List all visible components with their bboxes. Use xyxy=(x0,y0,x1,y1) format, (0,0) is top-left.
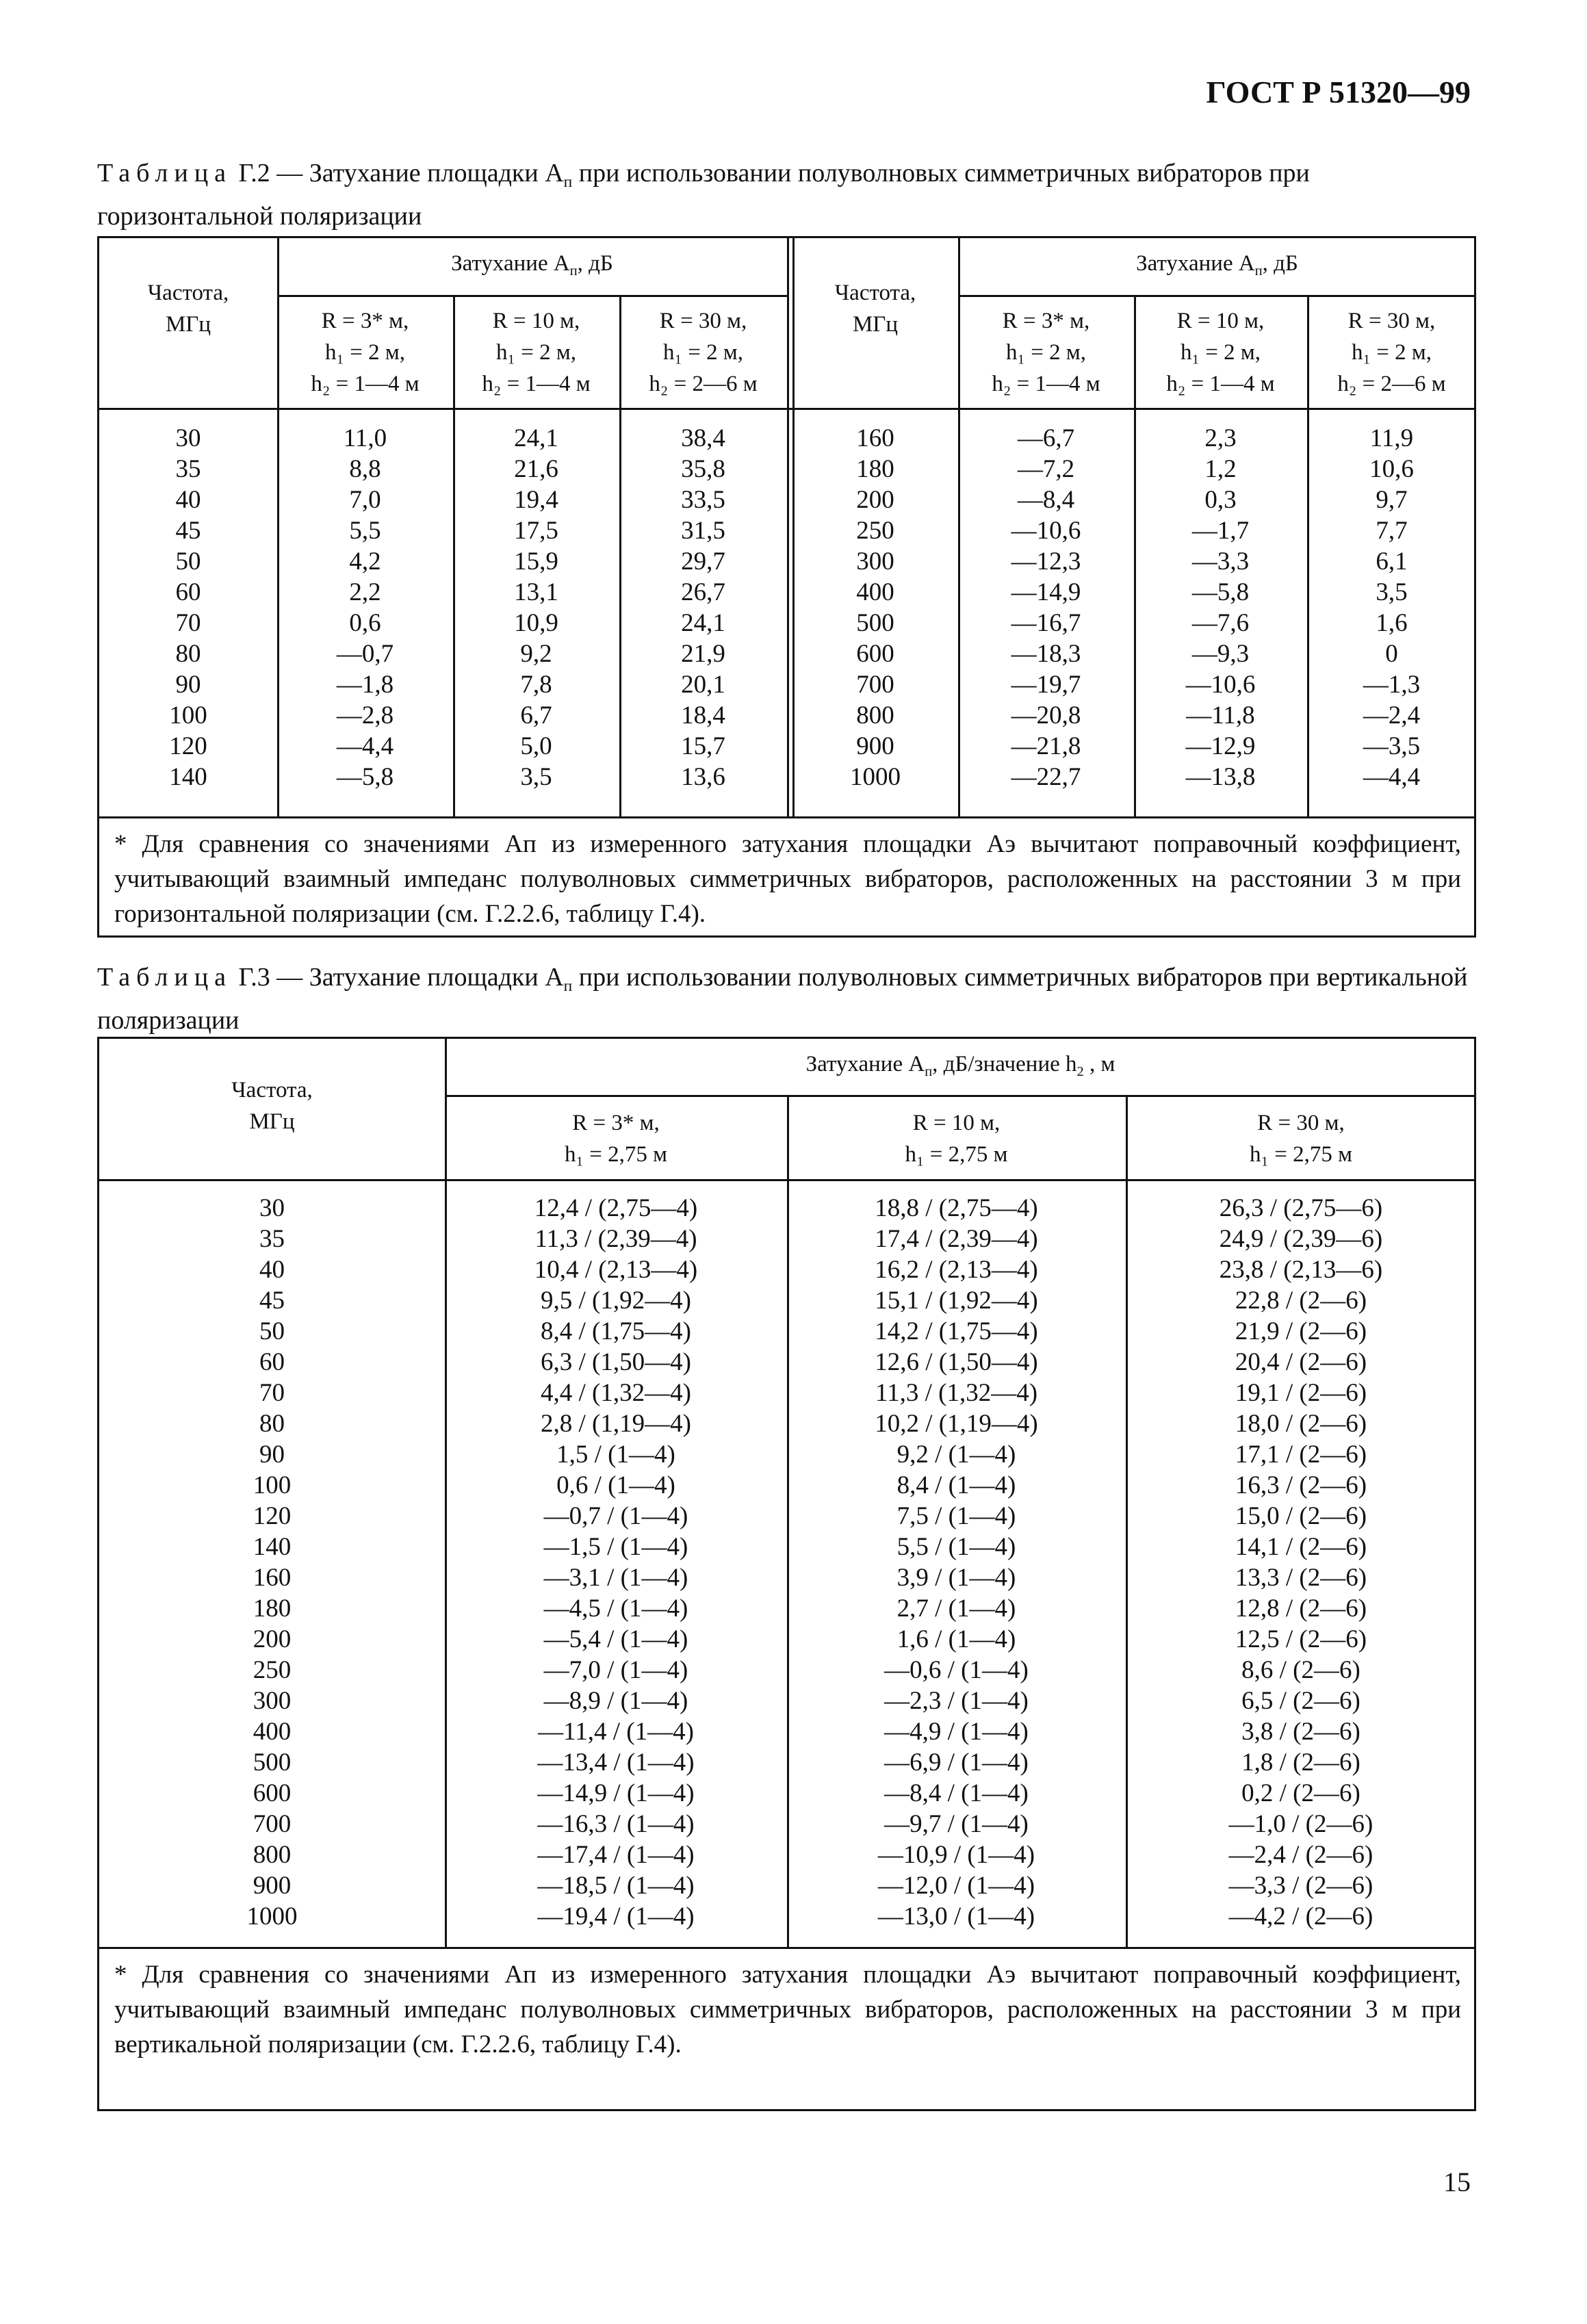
table-cell: —1,5 / (1—4) xyxy=(543,1533,688,1561)
table-cell: 0 xyxy=(1385,640,1398,668)
table-cell: 6,5 / (2—6) xyxy=(1241,1687,1360,1715)
table-cell: —12,9 xyxy=(1185,732,1256,760)
table-cell: 33,5 xyxy=(681,486,725,514)
table-cell: 21,9 xyxy=(681,640,725,668)
table-cell: —0,7 / (1—4) xyxy=(543,1502,688,1530)
table-cell: 1,6 xyxy=(1376,609,1408,637)
table-cell: —1,7 xyxy=(1191,517,1250,545)
table-cell: —4,4 xyxy=(1363,763,1421,791)
col-r3-header: R = 3* м, h₁ = 2,75 м xyxy=(565,1111,667,1167)
table-cell: 10,9 xyxy=(514,609,558,637)
table-cell: 2,2 xyxy=(349,578,381,606)
table-cell: —22,7 xyxy=(1011,763,1081,791)
table-cell: —13,8 xyxy=(1185,763,1256,791)
r10-column-left xyxy=(453,423,619,792)
table-cell: 12,6 / (1,50—4) xyxy=(875,1348,1038,1376)
table-cell: —16,3 / (1—4) xyxy=(537,1810,695,1838)
table-cell: 250 xyxy=(856,517,894,545)
table-cell: 8,4 / (1,75—4) xyxy=(541,1317,691,1345)
table-g3-caption xyxy=(97,960,1476,1037)
table-cell: 38,4 xyxy=(681,424,725,452)
table-cell: 70 xyxy=(175,609,201,637)
table-cell: 10,6 xyxy=(1369,455,1414,483)
col-r10-header-right: R = 10 м, h₁ = 2 м, h₂ = 1—4 м xyxy=(1166,309,1275,396)
table-cell: 160 xyxy=(856,424,894,452)
table-cell: —14,9 / (1—4) xyxy=(537,1779,695,1807)
table-cell: 2,8 / (1,19—4) xyxy=(541,1410,691,1438)
table-cell: —6,7 xyxy=(1017,424,1075,452)
table-cell: 80 xyxy=(259,1410,285,1438)
caption-rest: при использовании полуволновых симметричных вибраторов при вертикальной поляризации xyxy=(97,963,1468,1035)
table-cell: 140 xyxy=(253,1533,292,1561)
table-g2 xyxy=(97,236,1476,938)
r3-column-right xyxy=(958,423,1134,792)
table-cell: —4,4 xyxy=(336,732,394,760)
table-cell: 6,7 xyxy=(520,701,552,730)
table-g2-footnote: * Для сравнения со значениями Aп из измеренного затухания площадки Aэ вычитают поправочный коэффициент, учитывающий взаимный импеданс полуволновых симметричных вибраторов, расположенных на расстоянии 3 м при горизонтальной поляризации (см. Г.2.2.6, таблицу Г.4). xyxy=(114,830,1461,928)
table-cell: 900 xyxy=(253,1872,292,1900)
table-cell: 30 xyxy=(175,424,201,452)
table-cell: 500 xyxy=(253,1748,292,1777)
table-cell: 11,3 / (2,39—4) xyxy=(534,1225,697,1253)
table-cell: —5,8 xyxy=(1191,578,1250,606)
table-cell: —1,0 / (2—6) xyxy=(1228,1810,1373,1838)
table-cell: 600 xyxy=(253,1779,292,1807)
attenuation-header-right: Затухание $A_п$, дБ xyxy=(1136,251,1298,279)
table-cell: 18,0 / (2—6) xyxy=(1235,1410,1367,1438)
table-cell: 31,5 xyxy=(681,517,725,545)
table-cell: 5,5 / (1—4) xyxy=(896,1533,1016,1561)
table-cell: —3,1 / (1—4) xyxy=(543,1564,688,1592)
table-cell: —19,4 / (1—4) xyxy=(537,1902,695,1931)
table-cell: 800 xyxy=(253,1841,292,1869)
table-cell: 7,7 xyxy=(1376,517,1408,545)
table-cell: —2,4 xyxy=(1363,701,1421,730)
document-code: ГОСТ Р 51320—99 xyxy=(1206,75,1471,109)
table-cell: —5,4 / (1—4) xyxy=(543,1625,688,1653)
table-cell: 11,9 xyxy=(1369,424,1414,452)
table-cell: —7,0 / (1—4) xyxy=(543,1656,688,1684)
table-cell: 22,8 / (2—6) xyxy=(1235,1287,1367,1315)
table-cell: 45 xyxy=(175,517,201,545)
table-cell: 140 xyxy=(169,763,207,791)
table-cell: 10,4 / (2,13—4) xyxy=(534,1256,698,1284)
table-cell: 90 xyxy=(175,671,201,699)
table-cell: —18,5 / (1—4) xyxy=(537,1872,695,1900)
table-cell: 18,4 xyxy=(681,701,725,730)
col-r30-header: R = 30 м, h₁ = 2,75 м xyxy=(1250,1111,1352,1167)
table-cell: 5,0 xyxy=(520,732,552,760)
table-cell: 23,8 / (2,13—6) xyxy=(1219,1256,1383,1284)
table-cell: —16,7 xyxy=(1011,609,1081,637)
r3-column-left xyxy=(277,423,453,792)
table-cell: —3,3 / (2—6) xyxy=(1228,1872,1373,1900)
table-cell: —0,7 xyxy=(336,640,394,668)
table-cell: 14,2 / (1,75—4) xyxy=(875,1317,1038,1345)
attenuation-header: Затухание $A_п$, дБ/значение $h_2$ , м xyxy=(805,1052,1115,1080)
table-cell: —9,3 xyxy=(1191,640,1250,668)
table-cell: 0,2 / (2—6) xyxy=(1241,1779,1360,1807)
table-cell: 7,0 xyxy=(349,486,381,514)
table-cell: 120 xyxy=(169,732,207,760)
r3-column xyxy=(445,1193,787,1932)
table-cell: 90 xyxy=(259,1441,285,1469)
table-cell: 3,8 / (2—6) xyxy=(1241,1718,1360,1746)
table-cell: 400 xyxy=(253,1718,292,1746)
freq-header-right: Частота, МГц xyxy=(834,281,916,337)
table-cell: 400 xyxy=(856,578,894,606)
table-g3 xyxy=(97,1037,1476,2111)
table-cell: 3,5 xyxy=(520,763,552,791)
page-number: 15 xyxy=(1443,2167,1471,2197)
table-cell: —4,2 / (2—6) xyxy=(1228,1902,1373,1931)
table-cell: —6,9 / (1—4) xyxy=(884,1748,1029,1777)
table-cell: 24,1 xyxy=(514,424,558,452)
table-cell: 4,2 xyxy=(349,547,381,576)
table-cell: 300 xyxy=(856,547,894,576)
table-cell: 19,1 / (2—6) xyxy=(1235,1379,1367,1407)
table-cell: 8,4 / (1—4) xyxy=(896,1471,1016,1499)
freq-column-right xyxy=(792,423,958,792)
attenuation-header: Затухание $A_п$, дБ xyxy=(451,251,613,279)
table-cell: —8,9 / (1—4) xyxy=(543,1687,688,1715)
table-cell: 14,1 / (2—6) xyxy=(1235,1533,1367,1561)
table-cell: —21,8 xyxy=(1011,732,1081,760)
table-cell: —7,6 xyxy=(1191,609,1250,637)
table-cell: 180 xyxy=(856,455,894,483)
table-cell: 35 xyxy=(259,1225,285,1253)
freq-column-left xyxy=(99,423,277,792)
table-cell: 1000 xyxy=(850,763,901,791)
table-cell: —13,0 / (1—4) xyxy=(877,1902,1035,1931)
r10-column-right xyxy=(1134,423,1307,792)
caption-label: Таблица xyxy=(97,963,233,992)
table-cell: —10,6 xyxy=(1011,517,1081,545)
r30-column-right xyxy=(1307,423,1476,792)
r10-column xyxy=(787,1193,1126,1932)
table-cell: —18,3 xyxy=(1011,640,1081,668)
col-r3-header-right: R = 3* м, h₁ = 2 м, h₂ = 1—4 м xyxy=(992,309,1100,396)
table-cell: 16,3 / (2—6) xyxy=(1235,1471,1367,1499)
table-cell: —9,7 / (1—4) xyxy=(884,1810,1029,1838)
table-cell: —12,0 / (1—4) xyxy=(877,1872,1035,1900)
table-cell: 13,6 xyxy=(681,763,725,791)
table-cell: 50 xyxy=(259,1317,285,1345)
table-cell: 12,8 / (2—6) xyxy=(1235,1594,1367,1623)
table-cell: 18,8 / (2,75—4) xyxy=(875,1194,1038,1222)
table-cell: 1,5 / (1—4) xyxy=(556,1441,675,1469)
table-cell: 600 xyxy=(856,640,894,668)
table-cell: 60 xyxy=(175,578,201,606)
table-cell: 1,8 / (2—6) xyxy=(1241,1748,1360,1777)
table-cell: 200 xyxy=(856,486,894,514)
table-cell: 0,6 / (1—4) xyxy=(556,1471,675,1499)
table-cell: 1,2 xyxy=(1204,455,1237,483)
table-cell: —3,5 xyxy=(1363,732,1421,760)
table-cell: 13,3 / (2—6) xyxy=(1235,1564,1367,1592)
table-cell: 4,4 / (1,32—4) xyxy=(541,1379,691,1407)
table-cell: 0,3 xyxy=(1204,486,1237,514)
table-cell: —12,3 xyxy=(1011,547,1081,576)
table-cell: 26,3 / (2,75—6) xyxy=(1219,1194,1383,1222)
table-cell: 24,1 xyxy=(681,609,725,637)
table-cell: 30 xyxy=(259,1194,285,1222)
table-cell: 17,4 / (2,39—4) xyxy=(875,1225,1038,1253)
table-cell: 40 xyxy=(175,486,201,514)
table-cell: —5,8 xyxy=(336,763,394,791)
table-cell: 9,2 xyxy=(520,640,552,668)
table-cell: —10,9 / (1—4) xyxy=(877,1841,1035,1869)
table-g3-footnote: * Для сравнения со значениями Aп из измеренного затухания площадки Aэ вычитают поправочный коэффициент, учитывающий взаимный импеданс полуволновых симметричных вибраторов, расположенных на расстоянии 3 м при вертикальной поляризации (см. Г.2.2.6, таблицу Г.4). xyxy=(114,1961,1461,2058)
table-cell: 80 xyxy=(175,640,201,668)
table-cell: 35 xyxy=(175,455,201,483)
table-cell: 45 xyxy=(259,1287,285,1315)
freq-column xyxy=(99,1193,445,1932)
r30-column-left xyxy=(619,423,787,792)
table-cell: —8,4 / (1—4) xyxy=(884,1779,1029,1807)
table-cell: 700 xyxy=(856,671,894,699)
table-cell: 11,0 xyxy=(343,424,387,452)
table-cell: 8,8 xyxy=(349,455,381,483)
table-cell: 8,6 / (2—6) xyxy=(1241,1656,1360,1684)
table-cell: —4,5 / (1—4) xyxy=(543,1594,688,1623)
table-cell: —20,8 xyxy=(1011,701,1081,730)
table-cell: 1000 xyxy=(246,1902,298,1931)
table-cell: 21,9 / (2—6) xyxy=(1235,1317,1367,1345)
table-cell: —10,6 xyxy=(1185,671,1256,699)
table-cell: 160 xyxy=(253,1564,292,1592)
table-cell: 15,0 / (2—6) xyxy=(1235,1502,1367,1530)
table-cell: 60 xyxy=(259,1348,285,1376)
table-cell: —2,4 / (2—6) xyxy=(1228,1841,1373,1869)
table-cell: 7,8 xyxy=(520,671,552,699)
table-cell: 3,5 xyxy=(1376,578,1408,606)
table-cell: 50 xyxy=(175,547,201,576)
table-cell: 24,9 / (2,39—6) xyxy=(1219,1225,1383,1253)
table-cell: 2,3 xyxy=(1204,424,1237,452)
table-cell: 300 xyxy=(253,1687,292,1715)
table-cell: 40 xyxy=(259,1256,285,1284)
table-cell: —11,8 xyxy=(1186,701,1255,730)
table-cell: —7,2 xyxy=(1017,455,1075,483)
table-cell: 3,9 / (1—4) xyxy=(896,1564,1016,1592)
table-cell: —8,4 xyxy=(1017,486,1075,514)
caption-text: Г.3 — Затухание площадки A xyxy=(238,963,564,992)
table-cell: 12,5 / (2—6) xyxy=(1235,1625,1367,1653)
table-cell: 250 xyxy=(253,1656,292,1684)
table-cell: 13,1 xyxy=(514,578,558,606)
table-cell: 6,1 xyxy=(1376,547,1408,576)
col-r3-header: R = 3* м, h₁ = 2 м, h₂ = 1—4 м xyxy=(311,309,420,396)
table-cell: 12,4 / (2,75—4) xyxy=(534,1194,698,1222)
table-cell: 10,2 / (1,19—4) xyxy=(875,1410,1038,1438)
table-cell: —0,6 / (1—4) xyxy=(884,1656,1029,1684)
table-cell: 11,3 / (1,32—4) xyxy=(875,1379,1038,1407)
table-cell: —1,3 xyxy=(1363,671,1421,699)
table-cell: 20,4 / (2—6) xyxy=(1235,1348,1367,1376)
table-cell: —19,7 xyxy=(1011,671,1081,699)
table-cell: 500 xyxy=(856,609,894,637)
table-cell: 1,6 / (1—4) xyxy=(896,1625,1016,1653)
table-g2-caption xyxy=(97,156,1476,233)
caption-subscript: п xyxy=(563,977,573,996)
table-cell: 15,1 / (1,92—4) xyxy=(875,1287,1038,1315)
table-cell: 9,7 xyxy=(1376,486,1408,514)
freq-header: Частота, МГц xyxy=(147,281,229,337)
table-cell: —4,9 / (1—4) xyxy=(884,1718,1029,1746)
table-cell: 5,5 xyxy=(349,517,381,545)
table-cell: —3,3 xyxy=(1191,547,1250,576)
table-cell: 26,7 xyxy=(681,578,725,606)
caption-rest: при использовании полуволновых симметричных вибраторов при горизонтальной поляризации xyxy=(97,159,1310,231)
table-cell: —13,4 / (1—4) xyxy=(537,1748,695,1777)
table-cell: 15,7 xyxy=(681,732,725,760)
table-cell: 900 xyxy=(856,732,894,760)
table-cell: 17,1 / (2—6) xyxy=(1235,1441,1367,1469)
table-cell: 17,5 xyxy=(514,517,558,545)
table-cell: —14,9 xyxy=(1011,578,1081,606)
table-cell: 6,3 / (1,50—4) xyxy=(541,1348,691,1376)
table-cell: —2,3 / (1—4) xyxy=(884,1687,1029,1715)
table-cell: 180 xyxy=(253,1594,292,1623)
col-r30-header-right: R = 30 м, h₁ = 2 м, h₂ = 2—6 м xyxy=(1337,309,1446,396)
table-cell: 29,7 xyxy=(681,547,725,576)
table-cell: 9,5 / (1,92—4) xyxy=(541,1287,691,1315)
table-cell: 19,4 xyxy=(514,486,558,514)
table-cell: 0,6 xyxy=(349,609,381,637)
table-cell: 70 xyxy=(259,1379,285,1407)
caption-label: Таблица xyxy=(97,159,233,188)
table-cell: 35,8 xyxy=(681,455,725,483)
table-cell: 100 xyxy=(253,1471,292,1499)
col-r10-header: R = 10 м, h₁ = 2 м, h₂ = 1—4 м xyxy=(482,309,591,396)
caption-subscript: п xyxy=(563,173,573,192)
table-cell: —17,4 / (1—4) xyxy=(537,1841,695,1869)
table-cell: 9,2 / (1—4) xyxy=(896,1441,1016,1469)
caption-text: Г.2 — Затухание площадки A xyxy=(238,159,564,188)
table-cell: 20,1 xyxy=(681,671,725,699)
table-cell: 15,9 xyxy=(514,547,558,576)
table-cell: 2,7 / (1—4) xyxy=(896,1594,1016,1623)
table-cell: 100 xyxy=(169,701,207,730)
table-cell: 200 xyxy=(253,1625,292,1653)
r30-column xyxy=(1126,1193,1476,1932)
table-cell: 120 xyxy=(253,1502,292,1530)
table-cell: —11,4 / (1—4) xyxy=(538,1718,694,1746)
col-r30-header: R = 30 м, h₁ = 2 м, h₂ = 2—6 м xyxy=(649,309,758,396)
table-cell: 800 xyxy=(856,701,894,730)
table-cell: —2,8 xyxy=(336,701,394,730)
table-cell: 7,5 / (1—4) xyxy=(896,1502,1016,1530)
table-cell: —1,8 xyxy=(336,671,394,699)
col-r10-header: R = 10 м, h₁ = 2,75 м xyxy=(905,1111,1008,1167)
table-cell: 21,6 xyxy=(514,455,558,483)
freq-header: Частота, МГц xyxy=(231,1078,313,1134)
table-cell: 700 xyxy=(253,1810,292,1838)
table-cell: 16,2 / (2,13—4) xyxy=(875,1256,1038,1284)
